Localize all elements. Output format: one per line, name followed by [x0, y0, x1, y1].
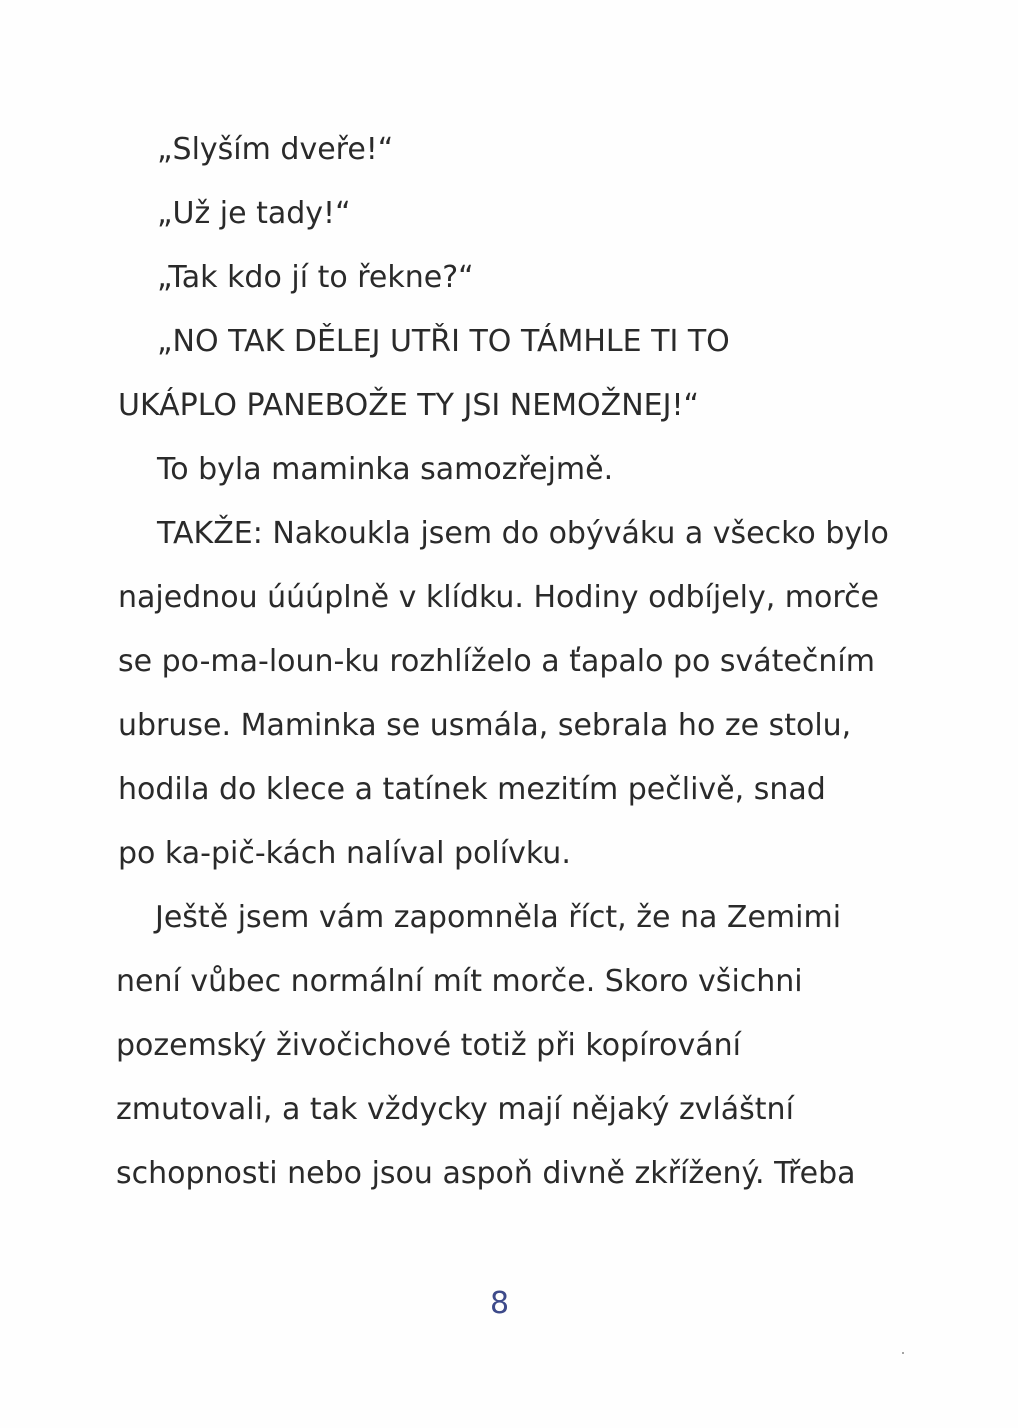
- text-line-17: schopnosti nebo jsou aspoň divně zkřížený. Třeba: [116, 1156, 856, 1191]
- text-line-2: „Už je tady!“: [157, 196, 351, 231]
- text-line-11: hodila do klece a tatínek mezitím pečlivě, snad: [118, 772, 826, 807]
- text-line-6: To byla maminka samozřejmě.: [157, 452, 614, 487]
- text-line-4: „NO TAK DĚLEJ UTŘI TO TÁMHLE TI TO: [157, 324, 730, 359]
- text-line-10: ubruse. Maminka se usmála, sebrala ho ze stolu,: [118, 708, 852, 743]
- text-line-5: UKÁPLO PANEBOŽE TY JSI NEMOŽNEJ!“: [118, 388, 700, 423]
- text-line-16: zmutovali, a tak vždycky mají nějaký zvláštní: [116, 1092, 794, 1127]
- text-line-12: po ka-pič-kách nalíval polívku.: [118, 836, 571, 871]
- text-line-8: najednou úúúplně v klídku. Hodiny odbíjely, morče: [118, 580, 880, 615]
- text-line-7: TAKŽE: Nakoukla jsem do obýváku a všecko bylo: [157, 516, 889, 551]
- scan-speck: [902, 1352, 904, 1354]
- text-line-15: pozemský živočichové totiž při kopírování: [116, 1028, 741, 1063]
- text-line-3: „Tak kdo jí to řekne?“: [157, 260, 474, 295]
- text-line-14: není vůbec normální mít morče. Skoro všichni: [116, 964, 803, 999]
- page-number: 8: [490, 1286, 510, 1321]
- text-line-13: Ještě jsem vám zapomněla říct, že na Zemimi: [155, 900, 842, 935]
- text-line-9: se po-ma-loun-ku rozhlíželo a ťapalo po svátečním: [118, 644, 875, 679]
- text-line-1: „Slyším dveře!“: [157, 132, 394, 167]
